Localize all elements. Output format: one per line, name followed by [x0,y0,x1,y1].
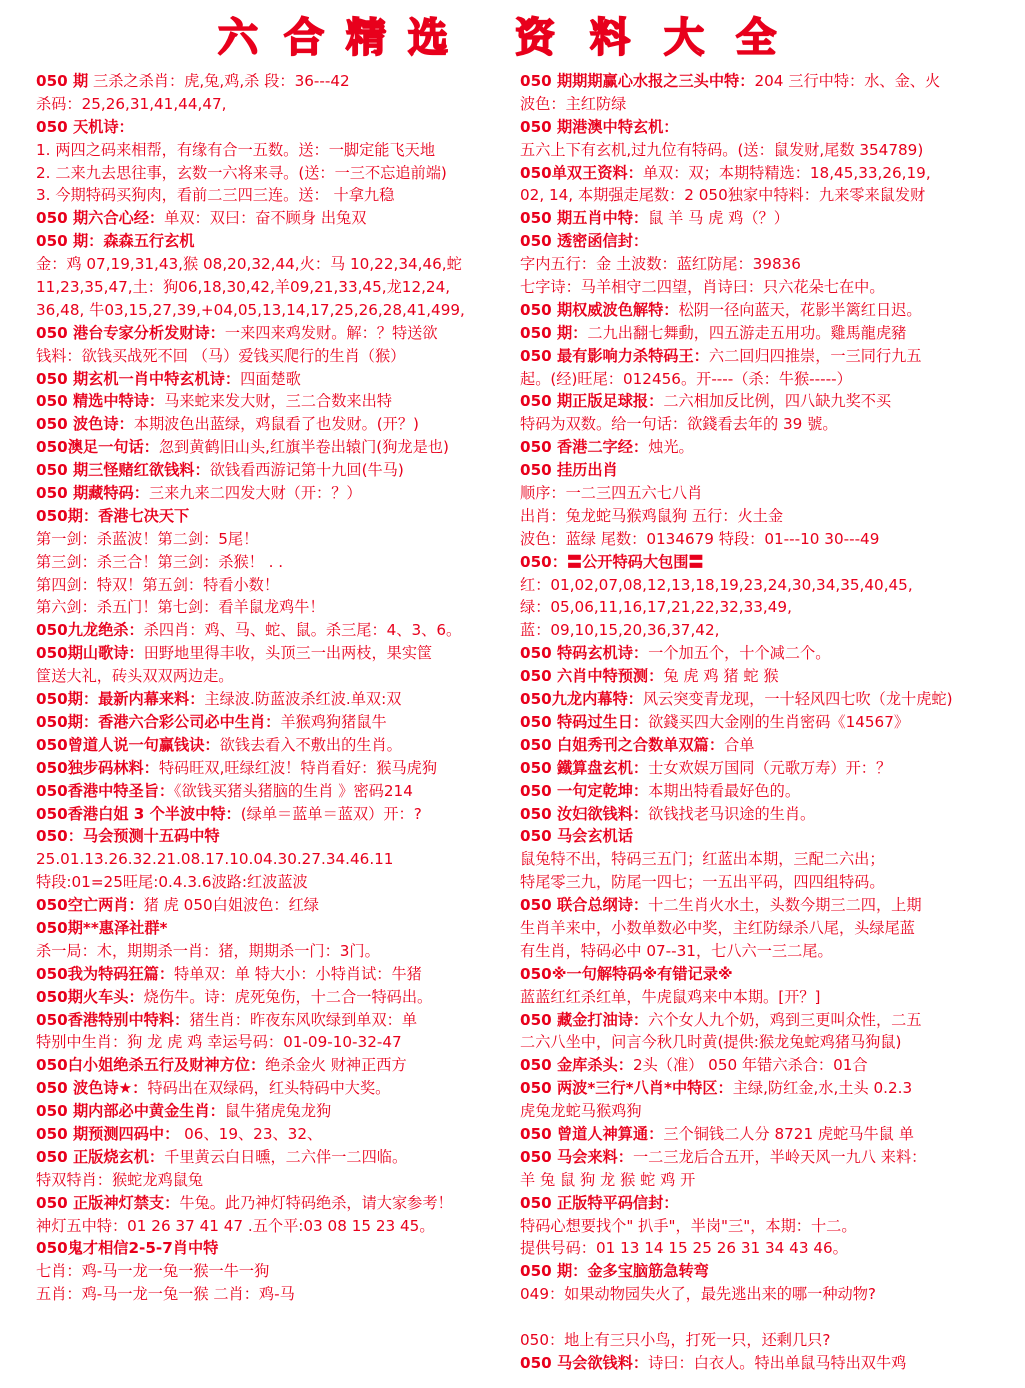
line-text: 五六上下有玄机,过九位有特码。(送：鼠发财,尾数 354789) [520,140,924,159]
line-text: 第三剑：杀三合！第三剑：杀猴！ . . [36,552,284,571]
line-text: 出肖：兔龙蛇马猴鸡鼠狗 五行：火土金 [520,506,784,525]
line-heading: 050 期：森森五行玄机 [36,232,195,251]
line-heading: 050 期港澳中特玄机： [520,117,679,136]
line-heading: 050期山歌诗： [36,644,144,663]
line-text: 204 三行中特：水、金、火 [754,72,941,90]
text-line [36,139,516,162]
line-text: 一个加五个，十个减二个。 [648,644,831,663]
text-line [36,413,516,436]
line-heading: 050：马会预测十五码中特 [36,827,220,846]
text-line [520,688,1000,711]
line-heading: 050单双王资料： [520,163,643,182]
line-heading: 050 港台专家分析发财诗： [36,323,225,342]
text-line [36,459,516,482]
line-text: 有生肖，特码必中 07--31，七八六一三二尾。 [520,941,833,960]
line-text: 一二三龙后合五开，半岭天风一九八 来料： [632,1147,927,1166]
text-line [520,894,1000,917]
page-title [0,10,1025,68]
line-text: 波色：主红防绿 [520,94,627,113]
line-text: 蓝蓝红红杀红单，牛虎鼠鸡来中本期。[开？] [520,987,821,1006]
text-line [520,1352,1000,1375]
line-text: 四面楚歌 [240,369,301,388]
line-heading: 050九龙内幕特： [520,690,643,709]
text-line [520,253,1000,276]
line-heading: 050 两波*三行*八肖*中特区： [520,1079,733,1098]
line-text: 六个女人九个奶，鸡到三更叫众性，二五 [648,1010,922,1029]
line-heading: 050香港白姐 3 个半波中特： [36,804,241,823]
line-heading: 050白小姐绝杀五行及财神方位： [36,1056,266,1075]
line-text: 特尾零三九，防尾一四七；一五出平码，四四组特码。 [520,873,885,892]
line-heading: 050 特码玄机诗： [520,644,649,663]
text-line [36,734,516,757]
line-heading: 050 金库杀头： [520,1056,633,1075]
line-text: 二六八坐中，问言今秋几时黄(提供:猴龙兔蛇鸡猪马狗鼠) [520,1033,902,1052]
line-text: 3. 今期特码买狗肉，看前二三四三连。送： 十拿九稳 [36,186,395,205]
text-line [36,1283,516,1306]
text-line [36,368,516,391]
line-text: 本期出特看最好色的。 [648,781,800,800]
line-text: 一来四来鸡发财。解：？特送欲 [224,323,438,342]
line-text: 杀码：25,26,31,41,44,47, [36,94,227,113]
text-line [520,436,1000,459]
text-line [36,1146,516,1169]
line-text: 特码旺双,旺绿红波！特肖看好：猴马虎狗 [158,758,438,777]
text-line [36,70,516,93]
text-line [36,1260,516,1283]
line-heading: 050 正版烧玄机： [36,1147,165,1166]
text-line [520,322,1000,345]
line-heading: 050香港特别中特料： [36,1010,190,1029]
line-heading: 050 一句定乾坤： [520,781,649,800]
line-text: 二六相加反比例，四八缺九奖不买 [663,392,892,411]
text-line [36,322,516,345]
line-heading: 050 特码过生日： [520,712,649,731]
line-heading: 050 六肖中特预测： [520,667,664,686]
line-text: 杀一局：木，期期杀一肖：猪，期期杀一门：3门。 [36,941,380,960]
line-text: 顺序：一二三四五六七八肖 [520,484,703,503]
line-text: 特双特肖：猴蛇龙鸡鼠兔 [36,1170,204,1189]
line-heading: 050 正版神灯禁支： [36,1193,180,1212]
line-text: 特码为双数。给一句话：欲錢看去年的 39 號。 [520,415,838,434]
text-line [520,1329,1000,1352]
line-text: 第一剑：杀蓝波！第二剑：5尾！ [36,529,259,548]
text-line [36,711,516,734]
line-text: 钱料：欲钱买战死不回 （马）爱钱买爬行的生肖（猴） [36,346,406,365]
text-line [36,688,516,711]
line-text: 六二回归四推崇，一三同行九五 [708,346,922,365]
text-line [36,642,516,665]
left-column [36,70,516,1306]
line-heading: 050 期内部必中黄金生肖： [36,1102,225,1121]
line-text: 筐送大礼，砖头双双两边走。 [36,667,234,686]
line-text: 25.01.13.26.32.21.08.17.10.04.30.27.34.46.11 [36,850,394,869]
line-text: 十二生肖火水土，头数今期三二四，上期 [648,896,922,915]
text-line [520,917,1000,940]
line-text: 欲錢买四大金刚的生肖密码《14567》 [648,712,910,731]
line-text: 三杀之杀肖：虎,兔,鸡,杀 段：36---42 [88,72,350,90]
line-heading: 050 期：金多宝脑筋急转弯 [520,1262,709,1281]
line-heading: 050期**惠泽社群* [36,918,168,937]
line-heading: 050空亡两肖： [36,896,144,915]
line-heading: 050 正版特平码信封： [520,1193,679,1212]
line-heading: 050 期五肖中特： [520,209,649,228]
text-line [36,1215,516,1238]
text-line [36,825,516,848]
text-line [520,642,1000,665]
text-line [520,139,1000,162]
line-text: 田野地里得丰收，头顶三一出两枝，果实筐 [143,644,433,663]
line-heading: 050 马会欲钱料： [520,1353,649,1372]
line-text: 欲钱找老马识途的生肖。 [648,804,816,823]
line-heading: 050 曾道人神算通： [520,1124,664,1143]
text-line [36,1192,516,1215]
line-text: 鼠牛猪虎兔龙狗 [224,1102,332,1121]
line-text: 起。(经)旺尾：012456。开----（杀：牛猴-----） [520,369,852,388]
line-text: 本期波色出蓝绿，鸡鼠看了也发财。(开？) [133,415,419,434]
title-char: 选 [408,15,448,61]
text-line [520,1192,1000,1215]
text-line [520,1146,1000,1169]
line-text: 鼠 羊 马 虎 鸡（？） [648,209,789,228]
line-text: 合单 [724,735,755,754]
text-line [36,505,516,528]
line-text: 字内五行：金 土波数：蓝红防尾：39836 [520,255,801,274]
line-heading: 050 期权威波色解特： [520,300,679,319]
line-heading: 050 藏金打油诗： [520,1010,649,1029]
text-line [520,1306,1000,1329]
text-line [520,757,1000,780]
line-text: 生肖羊来中，小数单数必中奖，主红防绿杀八尾，头绿尾蓝 [520,918,915,937]
text-line [36,551,516,574]
text-line [36,986,516,1009]
title-char: 精 [346,15,386,61]
line-text: 猪生肖：昨夜东风吹绿到单双：单 [189,1010,418,1029]
line-text: 士女欢娱万国同（元歌万寿）开：？ [648,758,892,777]
line-text: 绝杀金火 财神正西方 [265,1056,407,1075]
line-heading: 050 透密函信封： [520,232,649,251]
line-heading: 050 马会来料： [520,1147,633,1166]
text-line [36,162,516,185]
line-text: 波色：蓝绿 尾数：0134679 特段：01---10 30---49 [520,529,880,548]
text-line [520,963,1000,986]
line-text: 神灯五中特：01 26 37 41 47 .五个平:03 08 15 23 45。 [36,1216,435,1235]
line-heading: 050 香港二字经： [520,438,649,457]
line-heading: 050 期正版足球报： [520,392,664,411]
text-line [520,1077,1000,1100]
line-heading: 050 白姐秀刊之合数单双篇： [520,735,725,754]
line-text: 049：如果动物园失火了，最先逃出来的哪一种动物? [520,1285,876,1304]
line-text: 烛光。 [648,438,694,457]
line-text: 蓝：09,10,15,20,36,37,42, [520,621,720,640]
line-text: 猪 虎 050白姐波色：红绿 [143,896,319,915]
line-text: 三个铜钱二人分 8721 虎蛇马牛鼠 单 [663,1124,914,1143]
text-line [36,780,516,803]
line-text: 2头（准） 050 年错六杀合：01合 [632,1056,868,1075]
text-line [36,482,516,505]
line-heading: 050 最有影响力杀特码王： [520,346,709,365]
text-line [36,574,516,597]
text-line [520,505,1000,528]
line-heading: 050 期玄机一肖中特玄机诗： [36,369,241,388]
line-heading: 050期：香港七决天下 [36,506,190,525]
text-line [36,619,516,642]
line-heading: 050 期三怪赌红欲钱料： [36,461,210,480]
text-line [36,1169,516,1192]
right-column [520,70,1000,1375]
line-heading: 050 期预测四码中： [36,1124,180,1143]
line-text: 七肖：鸡-马一龙一兔一猴一牛一狗 [36,1262,270,1281]
text-line [36,299,516,322]
line-text: 烧伤牛。诗：虎死兔伤，十二合一特码出。 [143,987,433,1006]
line-heading: 050 波色诗★： [36,1079,148,1098]
line-text: 二九出翻七舞動，四五游走五用功。雞馬龍虎豬 [587,323,907,342]
title-char: 资 [515,15,555,61]
text-line [520,368,1000,391]
line-text: 06、19、23、32、 [179,1124,323,1143]
text-line [520,1123,1000,1146]
line-heading: 050曾道人说一句赢钱诀： [36,735,220,754]
text-line [520,1283,1000,1306]
line-heading: 050香港中特圣旨： [36,781,175,800]
text-line [520,1009,1000,1032]
line-heading: 050 期： [520,323,588,342]
text-line [36,230,516,253]
text-line [520,276,1000,299]
line-text: 松阴一径向蓝天，花影半篱红日迟。 [678,300,922,319]
text-line [36,436,516,459]
text-line [36,390,516,413]
text-line [36,1100,516,1123]
text-line [520,162,1000,185]
line-text: 特段:01=25旺尾:0.4.3.6波路:红波蓝波 [36,873,308,892]
line-heading: 050 鐵算盘玄机： [520,758,649,777]
line-heading: 050 期六合心经： [36,209,165,228]
text-line [36,1031,516,1054]
text-line [520,986,1000,1009]
line-text: 11,23,35,47,土：狗06,18,30,42,羊09,21,33,45,龙12,24, [36,278,451,297]
line-text: 单双：双；本期特精选：18,45,33,26,19, [642,163,931,182]
text-line [520,871,1000,894]
title-char: 合 [284,15,324,61]
line-text: 特单双：单 特大小：小特肖试：牛猪 [174,964,422,983]
line-heading: 050 挂历出肖 [520,461,618,480]
text-line [520,780,1000,803]
text-line [36,528,516,551]
text-line [36,757,516,780]
text-line [520,1054,1000,1077]
text-line [520,1169,1000,1192]
text-line [520,528,1000,551]
text-line [520,711,1000,734]
line-heading: 050我为特码狂篇： [36,964,175,983]
line-text: 千里黄云白日曛，二六伴一二四临。 [164,1147,408,1166]
line-text: 风云突变青龙现，一十轻风四七吹（龙十虎蛇) [642,690,953,709]
text-line [36,345,516,368]
line-text: 单双：双曰：奋不顾身 出兔双 [164,209,367,228]
line-heading: 050 波色诗： [36,415,134,434]
line-text: 欲钱去看入不敷出的生肖。 [219,735,402,754]
text-line [520,390,1000,413]
text-line [520,940,1000,963]
line-heading: 050鬼才相信2-5-7肖中特 [36,1239,219,1258]
text-line [520,1031,1000,1054]
line-heading: 050澳足一句话： [36,438,159,457]
line-heading: 050 期期期赢心水报之三头中特： [520,72,755,90]
text-line [36,940,516,963]
text-line [36,1123,516,1146]
text-line [520,207,1000,230]
line-heading: 050期火车头： [36,987,144,1006]
line-heading: 050 联合总纲诗： [520,896,649,915]
text-line [36,1009,516,1032]
line-heading: 050 精选中特诗： [36,392,165,411]
text-line [36,894,516,917]
title-char: 全 [736,15,776,61]
line-text: (绿单＝蓝单＝蓝双）开：? [240,804,422,823]
text-line [520,345,1000,368]
line-text: 特别中生肖：狗 龙 虎 鸡 幸运号码：01-09-10-32-47 [36,1033,402,1052]
text-line [520,299,1000,322]
line-text: 鼠兔特不出，特码三五门；红蓝出本期，三配二六出； [520,850,885,869]
line-text: 忽到黄鹤旧山头,红旗半卷出辕门(狗龙是也) [158,438,449,457]
line-text: 红：01,02,07,08,12,13,18,19,23,24,30,34,35,40,45, [520,575,913,594]
line-text: 兔 虎 鸡 猪 蛇 猴 [663,667,779,686]
line-text: 1. 两四之码来相帮，有缘有合一五数。送：一脚定能飞天地 [36,140,436,159]
line-text: 绿：05,06,11,16,17,21,22,32,33,49, [520,598,792,617]
line-heading: 050※一句解特码※有错记录※ [520,964,733,983]
text-line [520,1237,1000,1260]
text-line [520,574,1000,597]
text-line [36,963,516,986]
line-heading: 050 期藏特码： [36,484,149,503]
line-text: 诗曰：白衣人。特出单鼠马特出双牛鸡 [648,1353,907,1372]
text-line [520,459,1000,482]
text-line [520,116,1000,139]
text-line [36,276,516,299]
text-line [520,551,1000,574]
line-text: 五肖：鸡-马一龙一兔一猴 二肖：鸡-马 [36,1285,295,1304]
line-heading: 050 汝妇欲钱料： [520,804,649,823]
text-line [36,917,516,940]
line-text: 羊猴鸡狗猪鼠牛 [280,712,387,731]
line-text: 杀四肖：鸡、马、蛇、鼠。杀三尾：4、3、6。 [143,621,462,640]
text-line [36,803,516,826]
line-heading: 050期：香港六合彩公司必中生肖： [36,712,281,731]
text-line [36,1237,516,1260]
line-heading: 050 期 [36,72,89,90]
line-heading: 050独步码林料： [36,758,159,777]
text-line [36,665,516,688]
text-line [520,413,1000,436]
line-heading: 050 马会玄机话 [520,827,633,846]
text-line [36,1077,516,1100]
line-text: 牛兔。此乃神灯特码绝杀，请大家参考！ [179,1193,453,1212]
line-text: 36,48, 牛03,15,27,39,+04,05,13,14,17,25,26,28,41,499, [36,300,465,319]
line-text: 第六剑：杀五门！第七剑：看羊鼠龙鸡牛！ [36,598,325,617]
text-line [36,1054,516,1077]
text-line [520,848,1000,871]
title-char: 六 [218,15,258,61]
text-line [520,482,1000,505]
line-heading: 050九龙绝杀： [36,621,144,640]
line-text: 主绿波.防蓝波杀红波.单双:双 [204,690,402,709]
text-line [520,1260,1000,1283]
text-line [36,116,516,139]
line-text: 七字诗：马羊相守二四望，肖诗曰：只六花朵七在中。 [520,278,885,297]
text-line [520,734,1000,757]
text-line [520,230,1000,253]
line-text: 主绿,防红金,水,土头 0.2.3 [732,1079,913,1098]
line-text: 欲钱看西游记第十九回(牛马) [209,461,404,480]
line-text: 提供号码：01 13 14 15 25 26 31 34 43 46。 [520,1239,848,1258]
title-char: 大 [664,15,704,61]
line-text: 特码心想要找个" 扒手"，半岗"三"，本期：十二。 [520,1216,857,1235]
line-text: 特码出在双绿码，红头特码中大奖。 [147,1079,391,1098]
line-heading: 050：〓公开特码大包围〓 [520,552,704,571]
text-line [520,70,1000,93]
text-line [36,93,516,116]
line-text: 羊 兔 鼠 狗 龙 猴 蛇 鸡 开 [520,1170,696,1189]
line-text: 三来九来二四发大财（开：？） [148,484,362,503]
line-text: 《欲钱买猪头猪脑的生肖 》密码214 [174,781,413,800]
line-heading: 050 天机诗： [36,117,134,136]
text-line [36,596,516,619]
text-line [36,253,516,276]
line-text: 2. 二来九去思往事，玄数一六将来寻。(送：一三不忘追前端) [36,163,447,182]
text-line [520,1100,1000,1123]
text-line [36,871,516,894]
line-text: 02, 14, 本期强走尾数：2 050独家中特料：九来零来鼠发财 [520,186,926,205]
text-line [520,665,1000,688]
line-text: 金：鸡 07,19,31,43,猴 08,20,32,44,火：马 10,22,34,46,蛇 [36,255,462,274]
text-line [520,825,1000,848]
text-line [36,848,516,871]
text-line [36,207,516,230]
text-line [36,184,516,207]
line-heading: 050期：最新内幕来料： [36,690,205,709]
text-line [520,1215,1000,1238]
line-text: 第四剑：特双！第五剑：特看小数！ [36,575,279,594]
title-char: 料 [590,15,630,61]
line-text: 050：地上有三只小鸟，打死一只，还剩几只? [520,1330,831,1349]
text-line [520,184,1000,207]
text-line [520,803,1000,826]
line-text: 马来蛇来发大财，三二合数来出特 [164,392,392,411]
text-line [520,93,1000,116]
line-text: 虎兔龙蛇马猴鸡狗 [520,1102,642,1121]
text-line [520,596,1000,619]
text-line [520,619,1000,642]
